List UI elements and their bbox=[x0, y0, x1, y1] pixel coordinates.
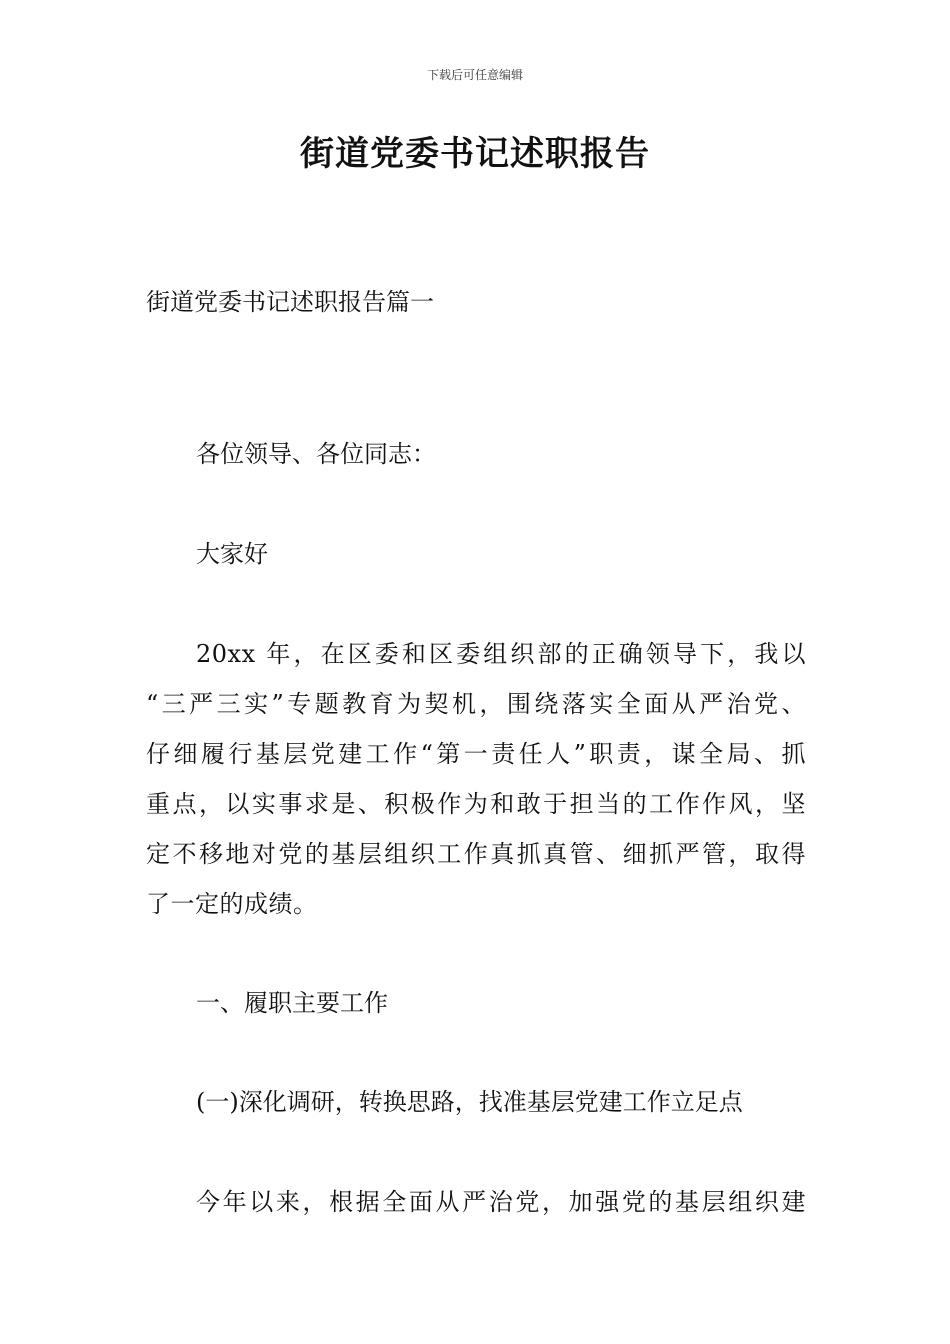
paragraph1-line: 重点，以实事求是、积极作为和敢于担当的工作作风，坚 bbox=[146, 790, 806, 818]
section-title: 街道党委书记述职报告篇一 bbox=[146, 288, 434, 316]
paragraph1-line: 20xx 年，在区委和区委组织部的正确领导下，我以 bbox=[196, 640, 806, 668]
subheading-research: (一)深化调研，转换思路，找准基层党建工作立足点 bbox=[196, 1088, 743, 1116]
heading-main-work: 一、履职主要工作 bbox=[196, 989, 388, 1017]
document-title: 街道党委书记述职报告 bbox=[300, 134, 650, 174]
paragraph1-line: 仔细履行基层党建工作“第一责任人”职责，谋全局、抓 bbox=[146, 740, 806, 768]
header-note: 下载后可任意编辑 bbox=[426, 68, 523, 82]
greeting: 各位领导、各位同志： bbox=[196, 440, 436, 468]
paragraph1-line: “三严三实”专题教育为契机，围绕落实全面从严治党、 bbox=[146, 690, 806, 718]
paragraph1-line: 定不移地对党的基层组织工作真抓真管、细抓严管，取得 bbox=[146, 840, 806, 868]
paragraph1-line: 了一定的成绩。 bbox=[146, 890, 318, 918]
paragraph2-line: 今年以来，根据全面从严治党，加强党的基层组织建 bbox=[196, 1188, 806, 1216]
hello-text: 大家好 bbox=[196, 540, 268, 568]
